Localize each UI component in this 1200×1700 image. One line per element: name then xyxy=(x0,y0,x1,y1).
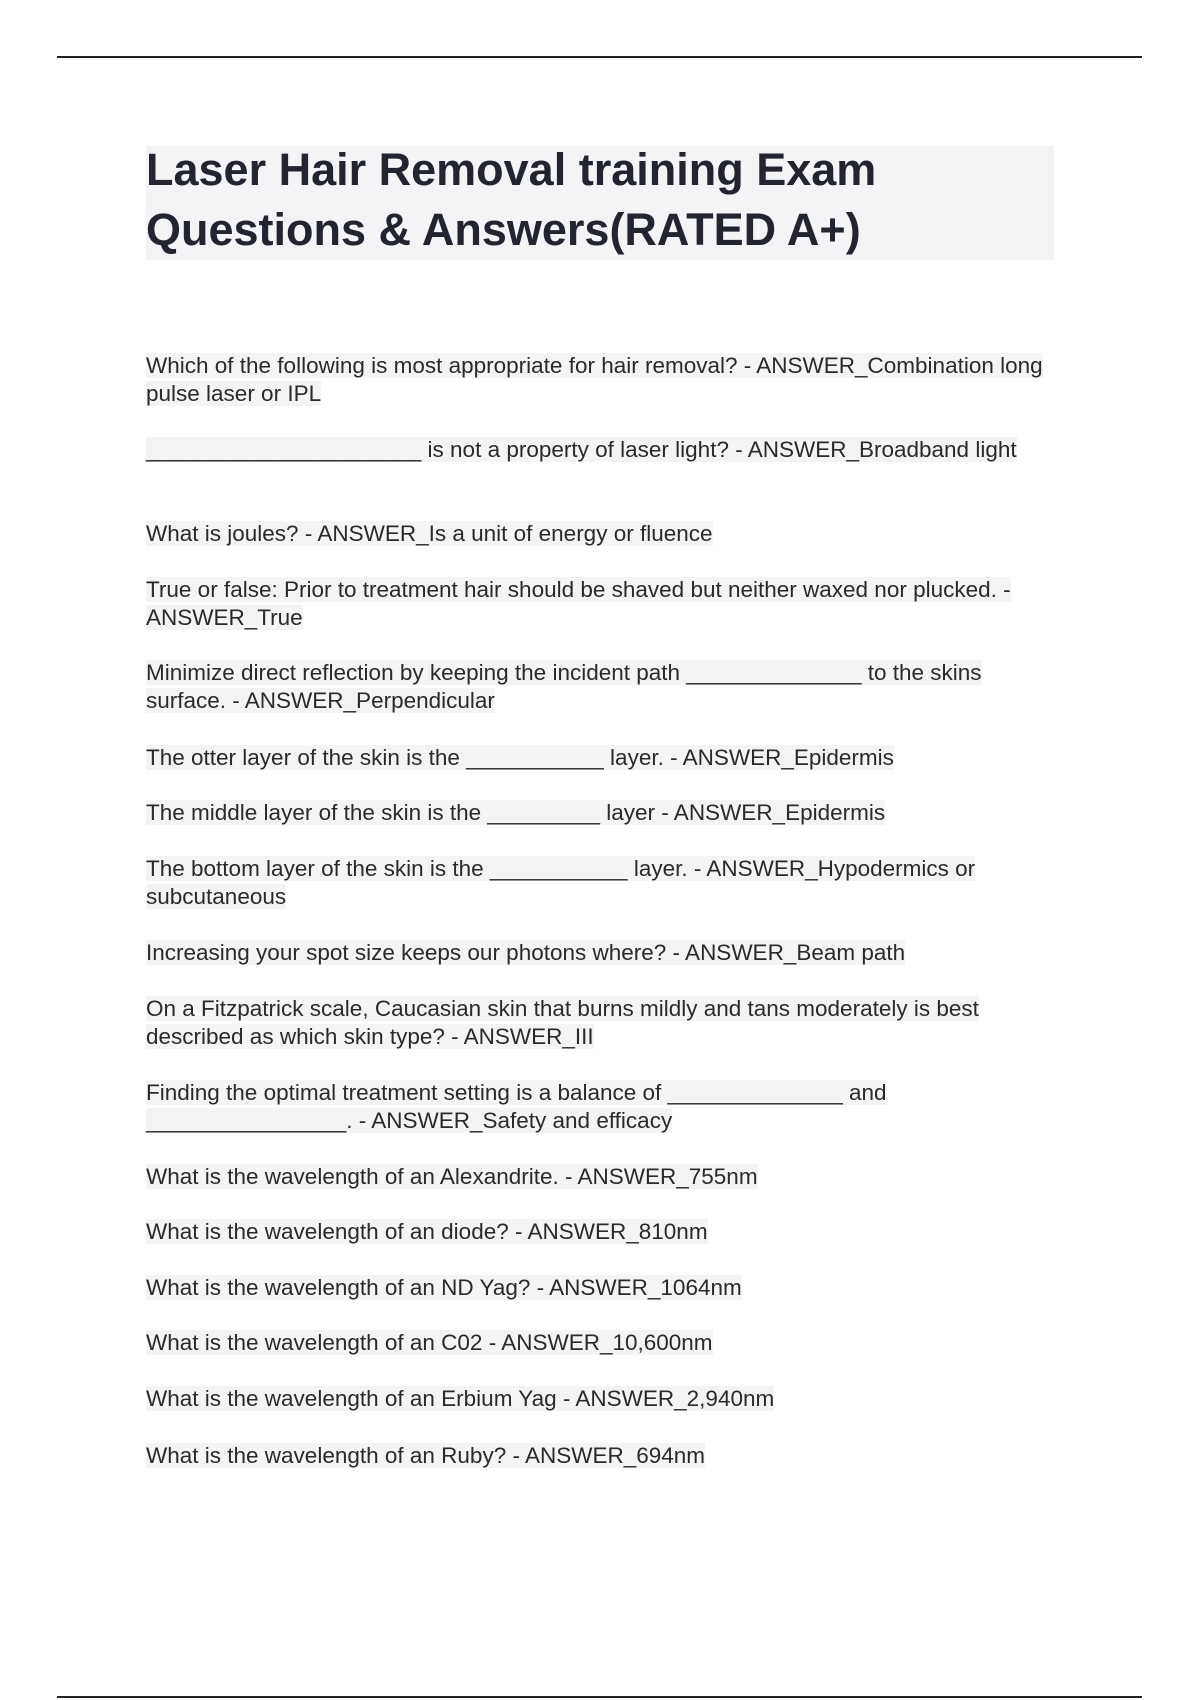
top-rule xyxy=(57,56,1142,58)
qa-item: What is joules? - ANSWER_Is a unit of energy or fluence xyxy=(146,521,713,546)
qa-item: ______________________ is not a property of laser light? - ANSWER_Broadband light xyxy=(146,437,1017,462)
bottom-rule xyxy=(57,1696,1142,1698)
qa-item: On a Fitzpatrick scale, Caucasian skin that burns mildly and tans moderately is best described as which skin type? - ANSWER_III xyxy=(146,996,979,1049)
qa-item: The bottom layer of the skin is the ___________ layer. - ANSWER_Hypodermics or subcutaneous xyxy=(146,856,976,909)
qa-item: The middle layer of the skin is the _________ layer - ANSWER_Epidermis xyxy=(146,800,886,825)
qa-item: Which of the following is most appropriate for hair removal? - ANSWER_Combination long pulse laser or IPL xyxy=(146,353,1043,406)
qa-item: What is the wavelength of an C02 - ANSWER_10,600nm xyxy=(146,1330,713,1355)
qa-item: True or false: Prior to treatment hair should be shaved but neither waxed nor plucked. - ANSWER_True xyxy=(146,577,1011,630)
qa-item: What is the wavelength of an ND Yag? - ANSWER_1064nm xyxy=(146,1275,742,1300)
qa-item: Finding the optimal treatment setting is a balance of ______________ and ________________. - ANSWER_Safety and efficacy xyxy=(146,1080,887,1133)
qa-item: The otter layer of the skin is the ___________ layer. - ANSWER_Epidermis xyxy=(146,745,894,770)
qa-item: What is the wavelength of an diode? - ANSWER_810nm xyxy=(146,1219,708,1244)
qa-item: Minimize direct reflection by keeping the incident path ______________ to the skins surface. - ANSWER_Perpendicular xyxy=(146,660,982,713)
qa-item: What is the wavelength of an Alexandrite. - ANSWER_755nm xyxy=(146,1164,758,1189)
qa-item: What is the wavelength of an Erbium Yag - ANSWER_2,940nm xyxy=(146,1386,775,1411)
document-title: Laser Hair Removal training Exam Questions & Answers(RATED A+) xyxy=(146,144,877,255)
qa-item: Increasing your spot size keeps our photons where? - ANSWER_Beam path xyxy=(146,940,906,965)
qa-item: What is the wavelength of an Ruby? - ANSWER_694nm xyxy=(146,1443,706,1468)
